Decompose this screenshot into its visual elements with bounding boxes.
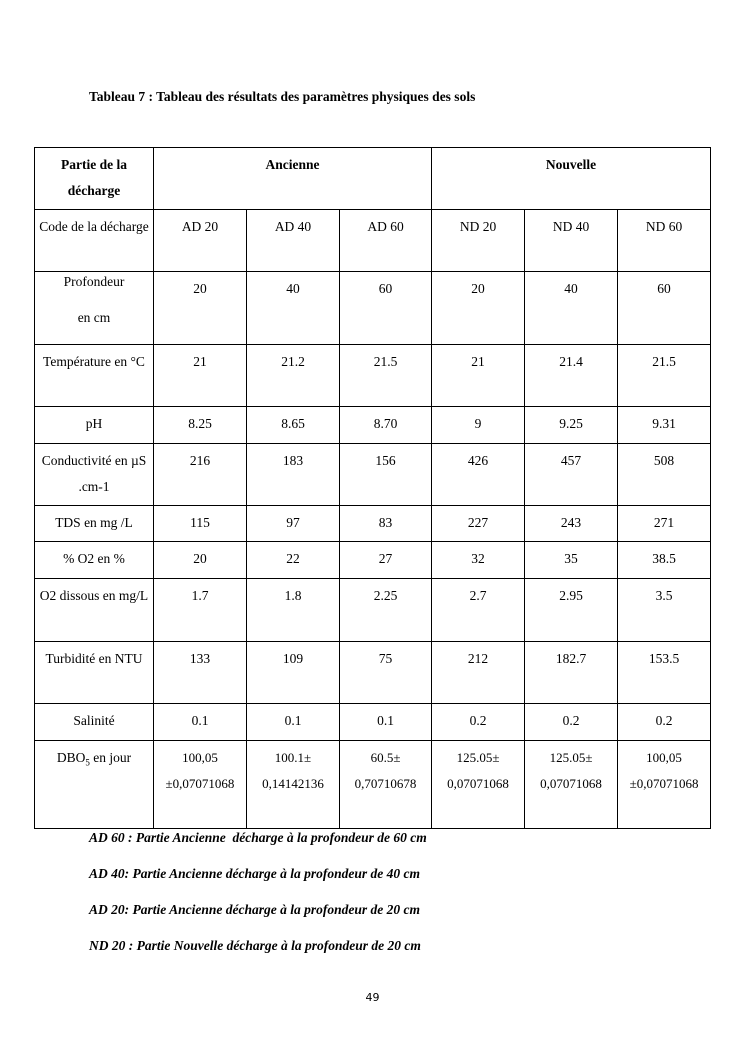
dbo-value: 60.5±: [370, 750, 401, 765]
dbo-uncertainty: 0,70710678: [354, 776, 417, 791]
table-cell: 212: [432, 642, 525, 704]
dbo-value: 125.05±: [549, 750, 593, 765]
table-cell: 27: [340, 542, 432, 579]
dbo-row: [35, 741, 711, 829]
table-cell: 216: [154, 444, 247, 506]
table-cell: [618, 741, 711, 829]
table-cell: 1.8: [247, 579, 340, 642]
table-cell: 21.5: [340, 345, 432, 407]
table-row: [35, 542, 711, 579]
dbo-uncertainty: 0,14142136: [262, 776, 324, 791]
table-cell: 21: [432, 345, 525, 407]
row-label: [35, 272, 154, 345]
table-cell: [340, 741, 432, 829]
table-cell: 9.31: [618, 407, 711, 444]
table-cell: [525, 741, 618, 829]
table-row: [35, 345, 711, 407]
table-cell: 0.1: [340, 704, 432, 741]
table-cell: 38.5: [618, 542, 711, 579]
code-cell: AD 40: [247, 210, 340, 272]
table-cell: 3.5: [618, 579, 711, 642]
table-cell: 227: [432, 506, 525, 542]
dbo-uncertainty: 0,07071068: [447, 776, 509, 791]
note-line: AD 20: Partie Ancienne décharge à la profondeur de 20 cm: [89, 902, 420, 917]
code-cell: AD 20: [154, 210, 247, 272]
table-cell: 0.1: [247, 704, 340, 741]
table-row: [35, 444, 711, 506]
table-row: [35, 642, 711, 704]
table-cell: 20: [432, 272, 525, 345]
dbo-value: 100,05: [182, 750, 218, 765]
ancienne-header: Ancienne: [154, 148, 432, 210]
dbo-label-main: DBO: [56, 750, 86, 765]
dbo-value: 125.05±: [456, 750, 500, 765]
row-label: % O2 en %: [35, 542, 154, 579]
code-cell: ND 40: [525, 210, 618, 272]
legend-notes: [89, 829, 427, 973]
table-cell: 2.95: [525, 579, 618, 642]
table-cell: 0.2: [618, 704, 711, 741]
code-row: [35, 210, 711, 272]
table-cell: 115: [154, 506, 247, 542]
row-label: Conductivité en µS .cm-1: [35, 444, 154, 506]
table-row: [35, 579, 711, 642]
dbo-label-sub: 5: [85, 757, 90, 768]
table-cell: 457: [525, 444, 618, 506]
note-line: AD 60 : Partie Ancienne décharge à la profondeur de 60 cm: [89, 830, 427, 845]
table-cell: 21.4: [525, 345, 618, 407]
table-cell: [432, 741, 525, 829]
row-label: pH: [35, 407, 154, 444]
page-number: 49: [365, 991, 380, 1004]
results-table: [34, 147, 711, 829]
row-label-line: Profondeur: [63, 274, 125, 289]
table-cell: 21: [154, 345, 247, 407]
table-cell: 0.1: [154, 704, 247, 741]
table-cell: 0.2: [432, 704, 525, 741]
code-cell: ND 20: [432, 210, 525, 272]
table-cell: 8.25: [154, 407, 247, 444]
dbo-label-tail: en jour: [89, 750, 132, 765]
table-cell: 21.5: [618, 345, 711, 407]
row-label: TDS en mg /L: [35, 506, 154, 542]
table-cell: 183: [247, 444, 340, 506]
nouvelle-header: Nouvelle: [432, 148, 711, 210]
row-label: Turbidité en NTU: [35, 642, 154, 704]
table-cell: 21.2: [247, 345, 340, 407]
table-cell: 60: [340, 272, 432, 345]
table-cell: 8.70: [340, 407, 432, 444]
table-cell: 83: [340, 506, 432, 542]
note-line: AD 40: Partie Ancienne décharge à la profondeur de 40 cm: [89, 866, 420, 881]
row-label: O2 dissous en mg/L: [35, 579, 154, 642]
table-cell: 1.7: [154, 579, 247, 642]
table-caption: Tableau 7 : Tableau des résultats des paramètres physiques des sols: [89, 89, 476, 104]
table-cell: 9.25: [525, 407, 618, 444]
header-row: [35, 148, 711, 210]
table-cell: 40: [525, 272, 618, 345]
row-label: Température en °C: [35, 345, 154, 407]
table-cell: 20: [154, 542, 247, 579]
row-label-line: en cm: [77, 310, 111, 325]
partie-header: Partie de la décharge: [35, 148, 154, 210]
table-cell: 60: [618, 272, 711, 345]
table-cell: 97: [247, 506, 340, 542]
dbo-label: [35, 741, 154, 829]
dbo-uncertainty: 0,07071068: [540, 776, 602, 791]
table-cell: 508: [618, 444, 711, 506]
dbo-uncertainty: ±0,07071068: [629, 776, 699, 791]
table-cell: 35: [525, 542, 618, 579]
dbo-value: 100,05: [646, 750, 682, 765]
table-cell: 271: [618, 506, 711, 542]
table-cell: 109: [247, 642, 340, 704]
table-cell: 40: [247, 272, 340, 345]
code-cell: AD 60: [340, 210, 432, 272]
code-label: Code de la décharge: [35, 210, 154, 272]
table-cell: 8.65: [247, 407, 340, 444]
row-label: Salinité: [35, 704, 154, 741]
table-cell: 75: [340, 642, 432, 704]
table-cell: 156: [340, 444, 432, 506]
table-cell: 9: [432, 407, 525, 444]
table-cell: 32: [432, 542, 525, 579]
table-cell: 426: [432, 444, 525, 506]
table-cell: 20: [154, 272, 247, 345]
table-cell: 2.7: [432, 579, 525, 642]
table-cell: 0.2: [525, 704, 618, 741]
table-cell: 22: [247, 542, 340, 579]
table-cell: [247, 741, 340, 829]
table-cell: 182.7: [525, 642, 618, 704]
table-cell: 2.25: [340, 579, 432, 642]
table-row: [35, 704, 711, 741]
note-line: ND 20 : Partie Nouvelle décharge à la profondeur de 20 cm: [89, 938, 421, 953]
dbo-uncertainty: ±0,07071068: [165, 776, 235, 791]
table-cell: 243: [525, 506, 618, 542]
table-cell: 133: [154, 642, 247, 704]
table-row: [35, 272, 711, 345]
table-cell: 153.5: [618, 642, 711, 704]
table-row: [35, 407, 711, 444]
table-cell: [154, 741, 247, 829]
table-row: [35, 506, 711, 542]
code-cell: ND 60: [618, 210, 711, 272]
dbo-value: 100.1±: [274, 750, 312, 765]
